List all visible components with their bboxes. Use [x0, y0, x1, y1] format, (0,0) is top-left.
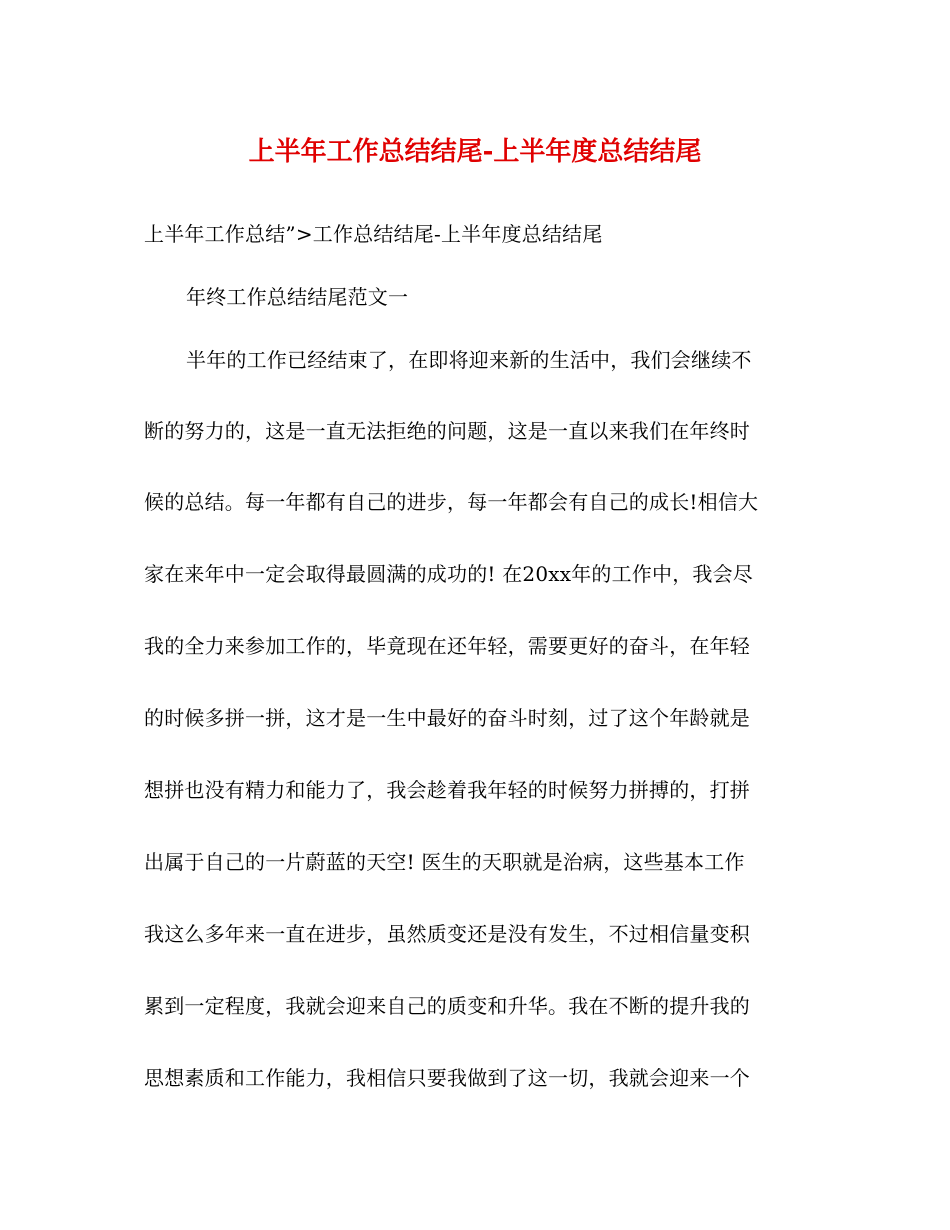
- body-line: 断的努力的，这是一直无法拒绝的问题，这是一直以来我们在年终时: [144, 419, 750, 443]
- document-title: 上半年工作总结结尾-上半年度总结结尾: [248, 137, 702, 167]
- body-line: 候的总结。每一年都有自己的进步，每一年都会有自己的成长!相信大: [144, 490, 759, 514]
- body-line: 出属于自己的一片蔚蓝的天空! 医生的天职就是治病，这些基本工作: [144, 850, 745, 874]
- section-heading: 年终工作总结结尾范文一: [186, 285, 409, 309]
- body-line: 半年的工作已经结束了，在即将迎来新的生活中，我们会继续不: [186, 348, 752, 372]
- body-line: 我这么多年来一直在进步，虽然质变还是没有发生，不过相信量变积: [144, 922, 750, 946]
- body-line: 家在来年中一定会取得最圆满的成功的! 在20xx年的工作中，我会尽: [144, 562, 754, 586]
- body-line: 想拼也没有精力和能力了，我会趁着我年轻的时候努力拼搏的，打拼: [144, 778, 750, 802]
- document-subtitle: 上半年工作总结”>工作总结结尾-上半年度总结结尾: [144, 222, 603, 246]
- body-line: 的时候多拼一拼，这才是一生中最好的奋斗时刻，过了这个年龄就是: [144, 706, 750, 730]
- body-line: 我的全力来参加工作的，毕竟现在还年轻，需要更好的奋斗，在年轻: [144, 634, 750, 658]
- body-line: 思想素质和工作能力，我相信只要我做到了这一切，我就会迎来一个: [144, 1066, 750, 1090]
- body-line: 累到一定程度，我就会迎来自己的质变和升华。我在不断的提升我的: [144, 994, 750, 1018]
